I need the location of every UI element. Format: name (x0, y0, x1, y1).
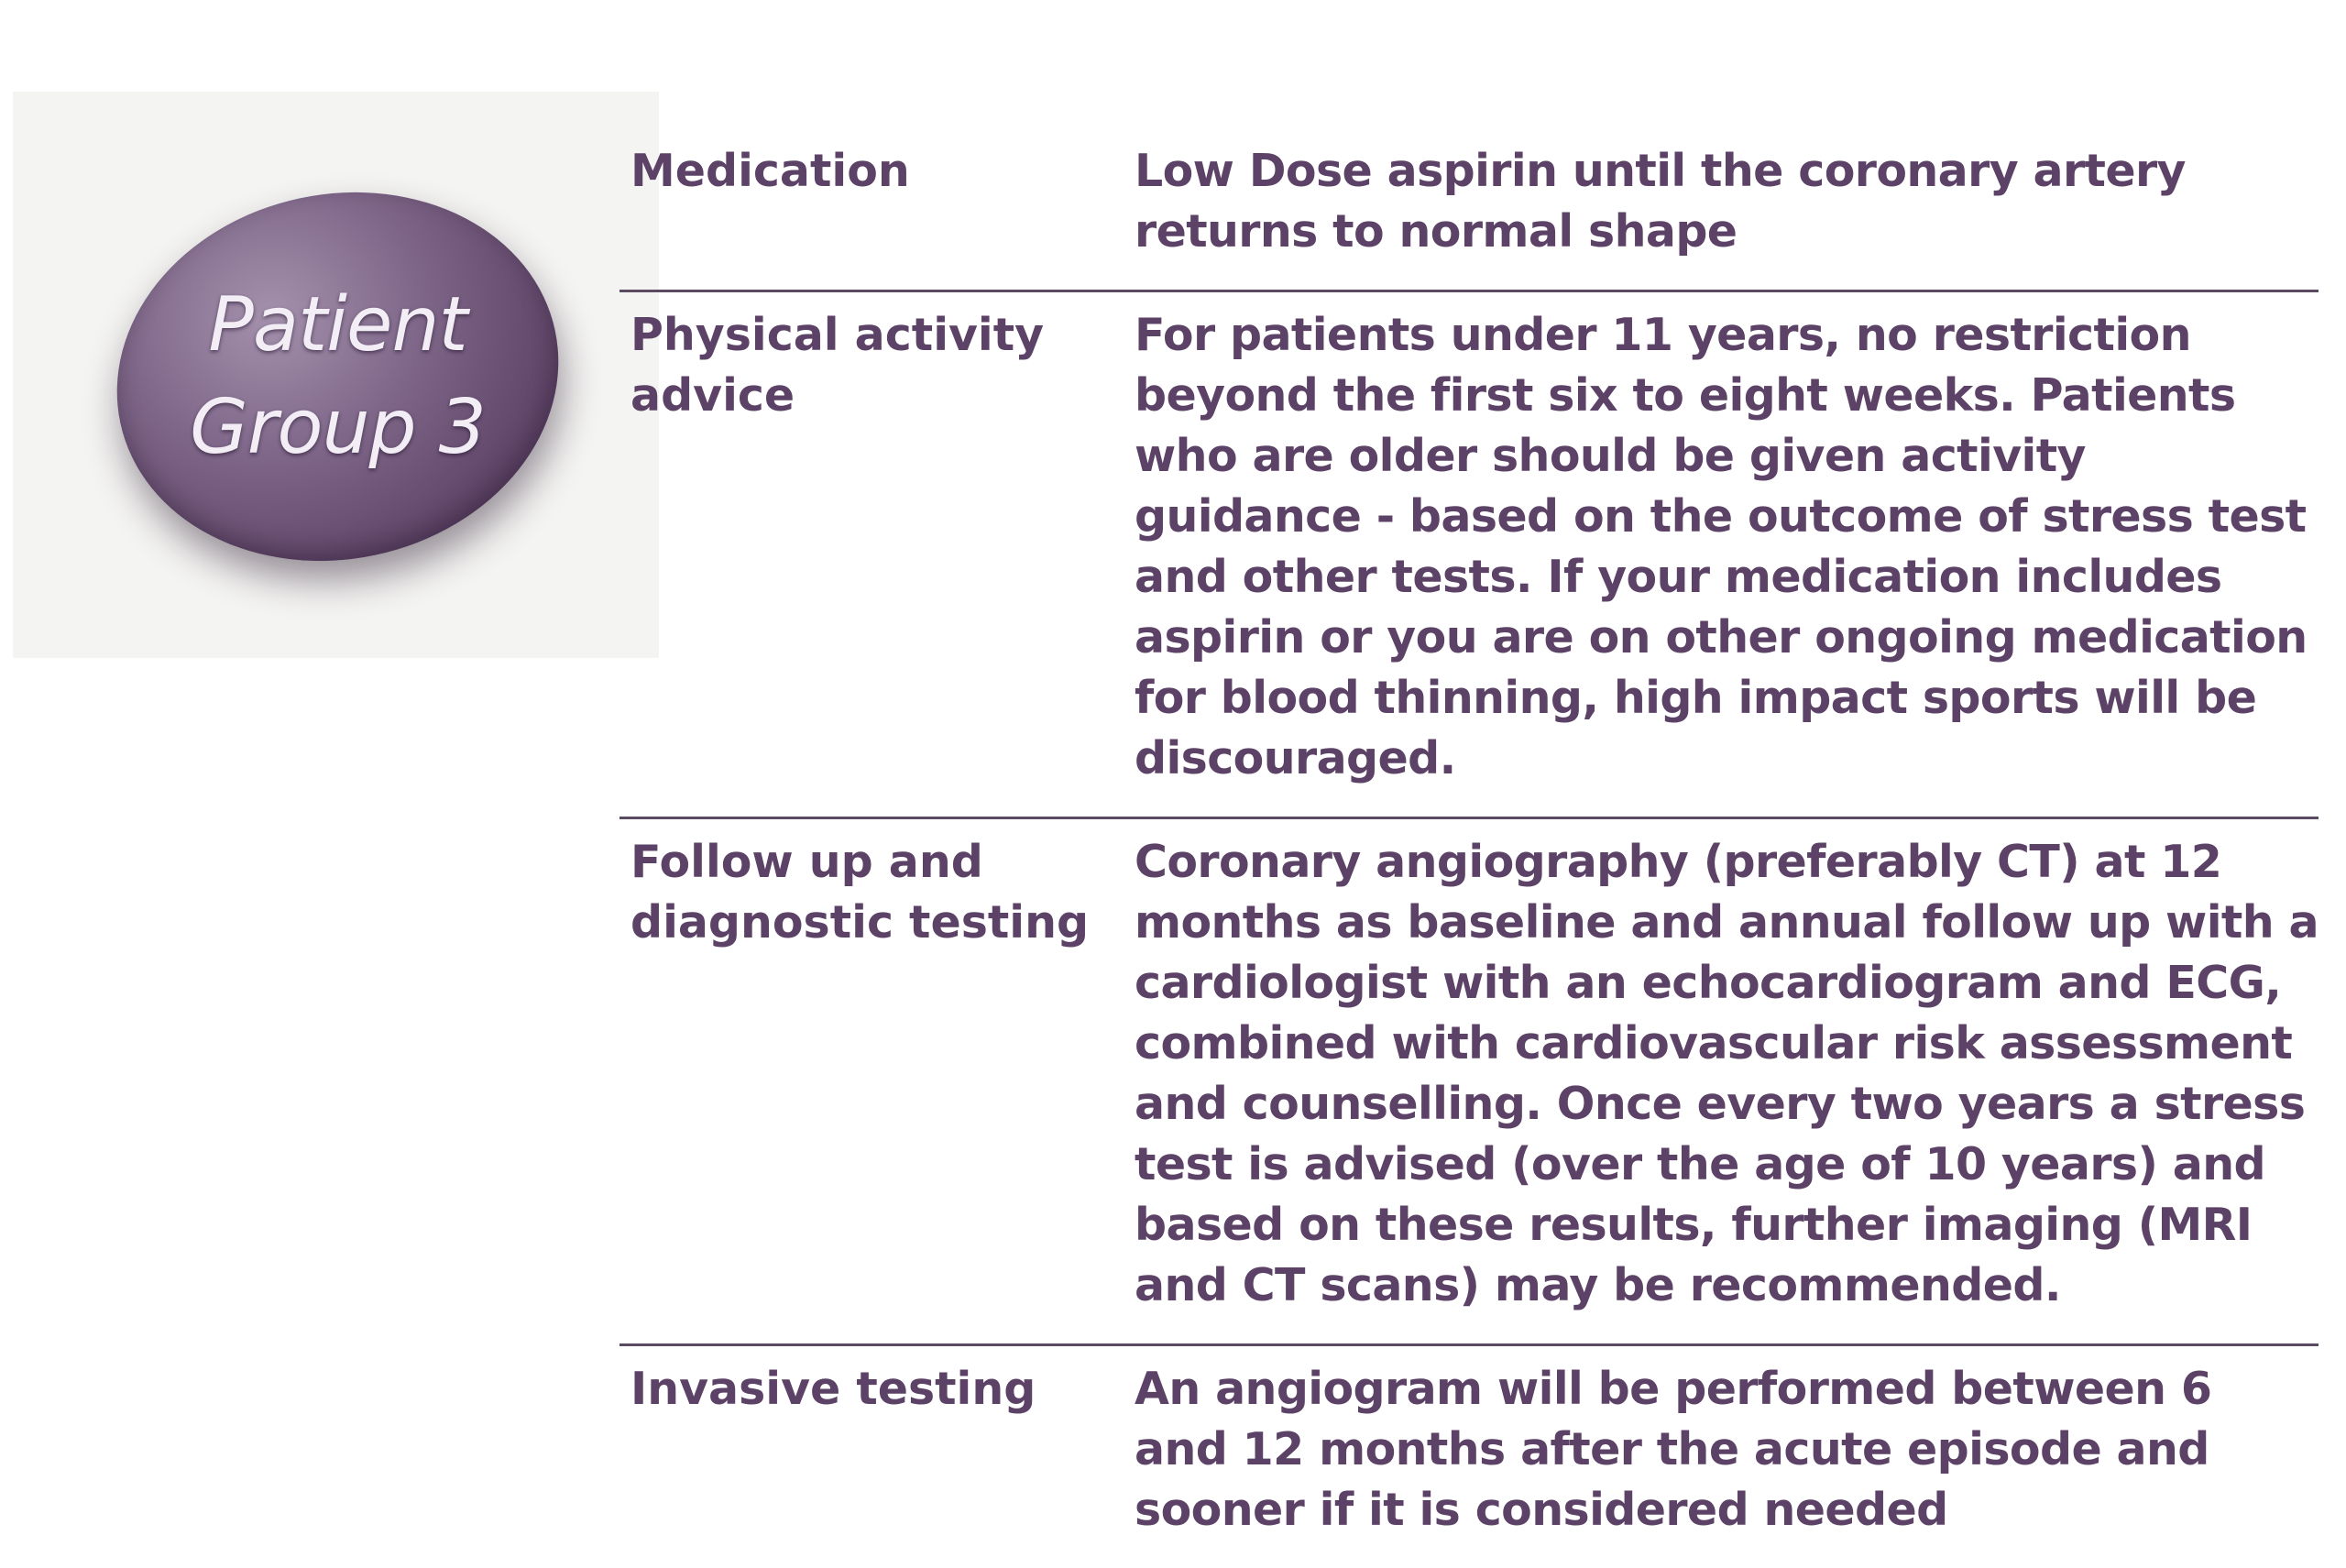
badge-text (115, 194, 560, 559)
row-description: Coronary angiography (preferably CT) at 12 months as baseline and annual follow up with a cardiologist with an echocardiogram and ECG, combined with cardiovascular risk assessment and counselling. Once every two years a stress test is advised (over the age of 10 years) and based on these results, further imaging (MRI and CT scans) may be recommended. (1135, 836, 2319, 1311)
badge-line-1: Patient (208, 281, 467, 368)
row-label: Invasive testing (630, 1363, 1036, 1415)
table-row-physical-activity (619, 292, 2319, 819)
badge-panel (13, 92, 659, 658)
badge-line-2: Group 3 (190, 384, 486, 471)
table-row-follow-up (619, 819, 2319, 1346)
row-description: Low Dose aspirin until the coronary artery returns to normal shape (1135, 145, 2186, 258)
row-label: Medication (630, 145, 910, 197)
row-label: Physical activity advice (630, 309, 1045, 422)
table-row-medication (619, 128, 2319, 292)
table-row-invasive-testing (619, 1346, 2319, 1568)
guidance-table (619, 128, 2319, 1568)
row-description: An angiogram will be performed between 6 and 12 months after the acute episode and sooner if it is considered needed (1135, 1363, 2212, 1536)
row-description: For patients under 11 years, no restriction beyond the first six to eight weeks. Patients who are older should be given activity guidance - based on the outcome of stress test and other tests. If your medication includes aspirin or you are on other ongoing medication for blood thinning, high impact sports will be discouraged. (1135, 309, 2308, 784)
row-label: Follow up and diagnostic testing (630, 836, 1090, 948)
